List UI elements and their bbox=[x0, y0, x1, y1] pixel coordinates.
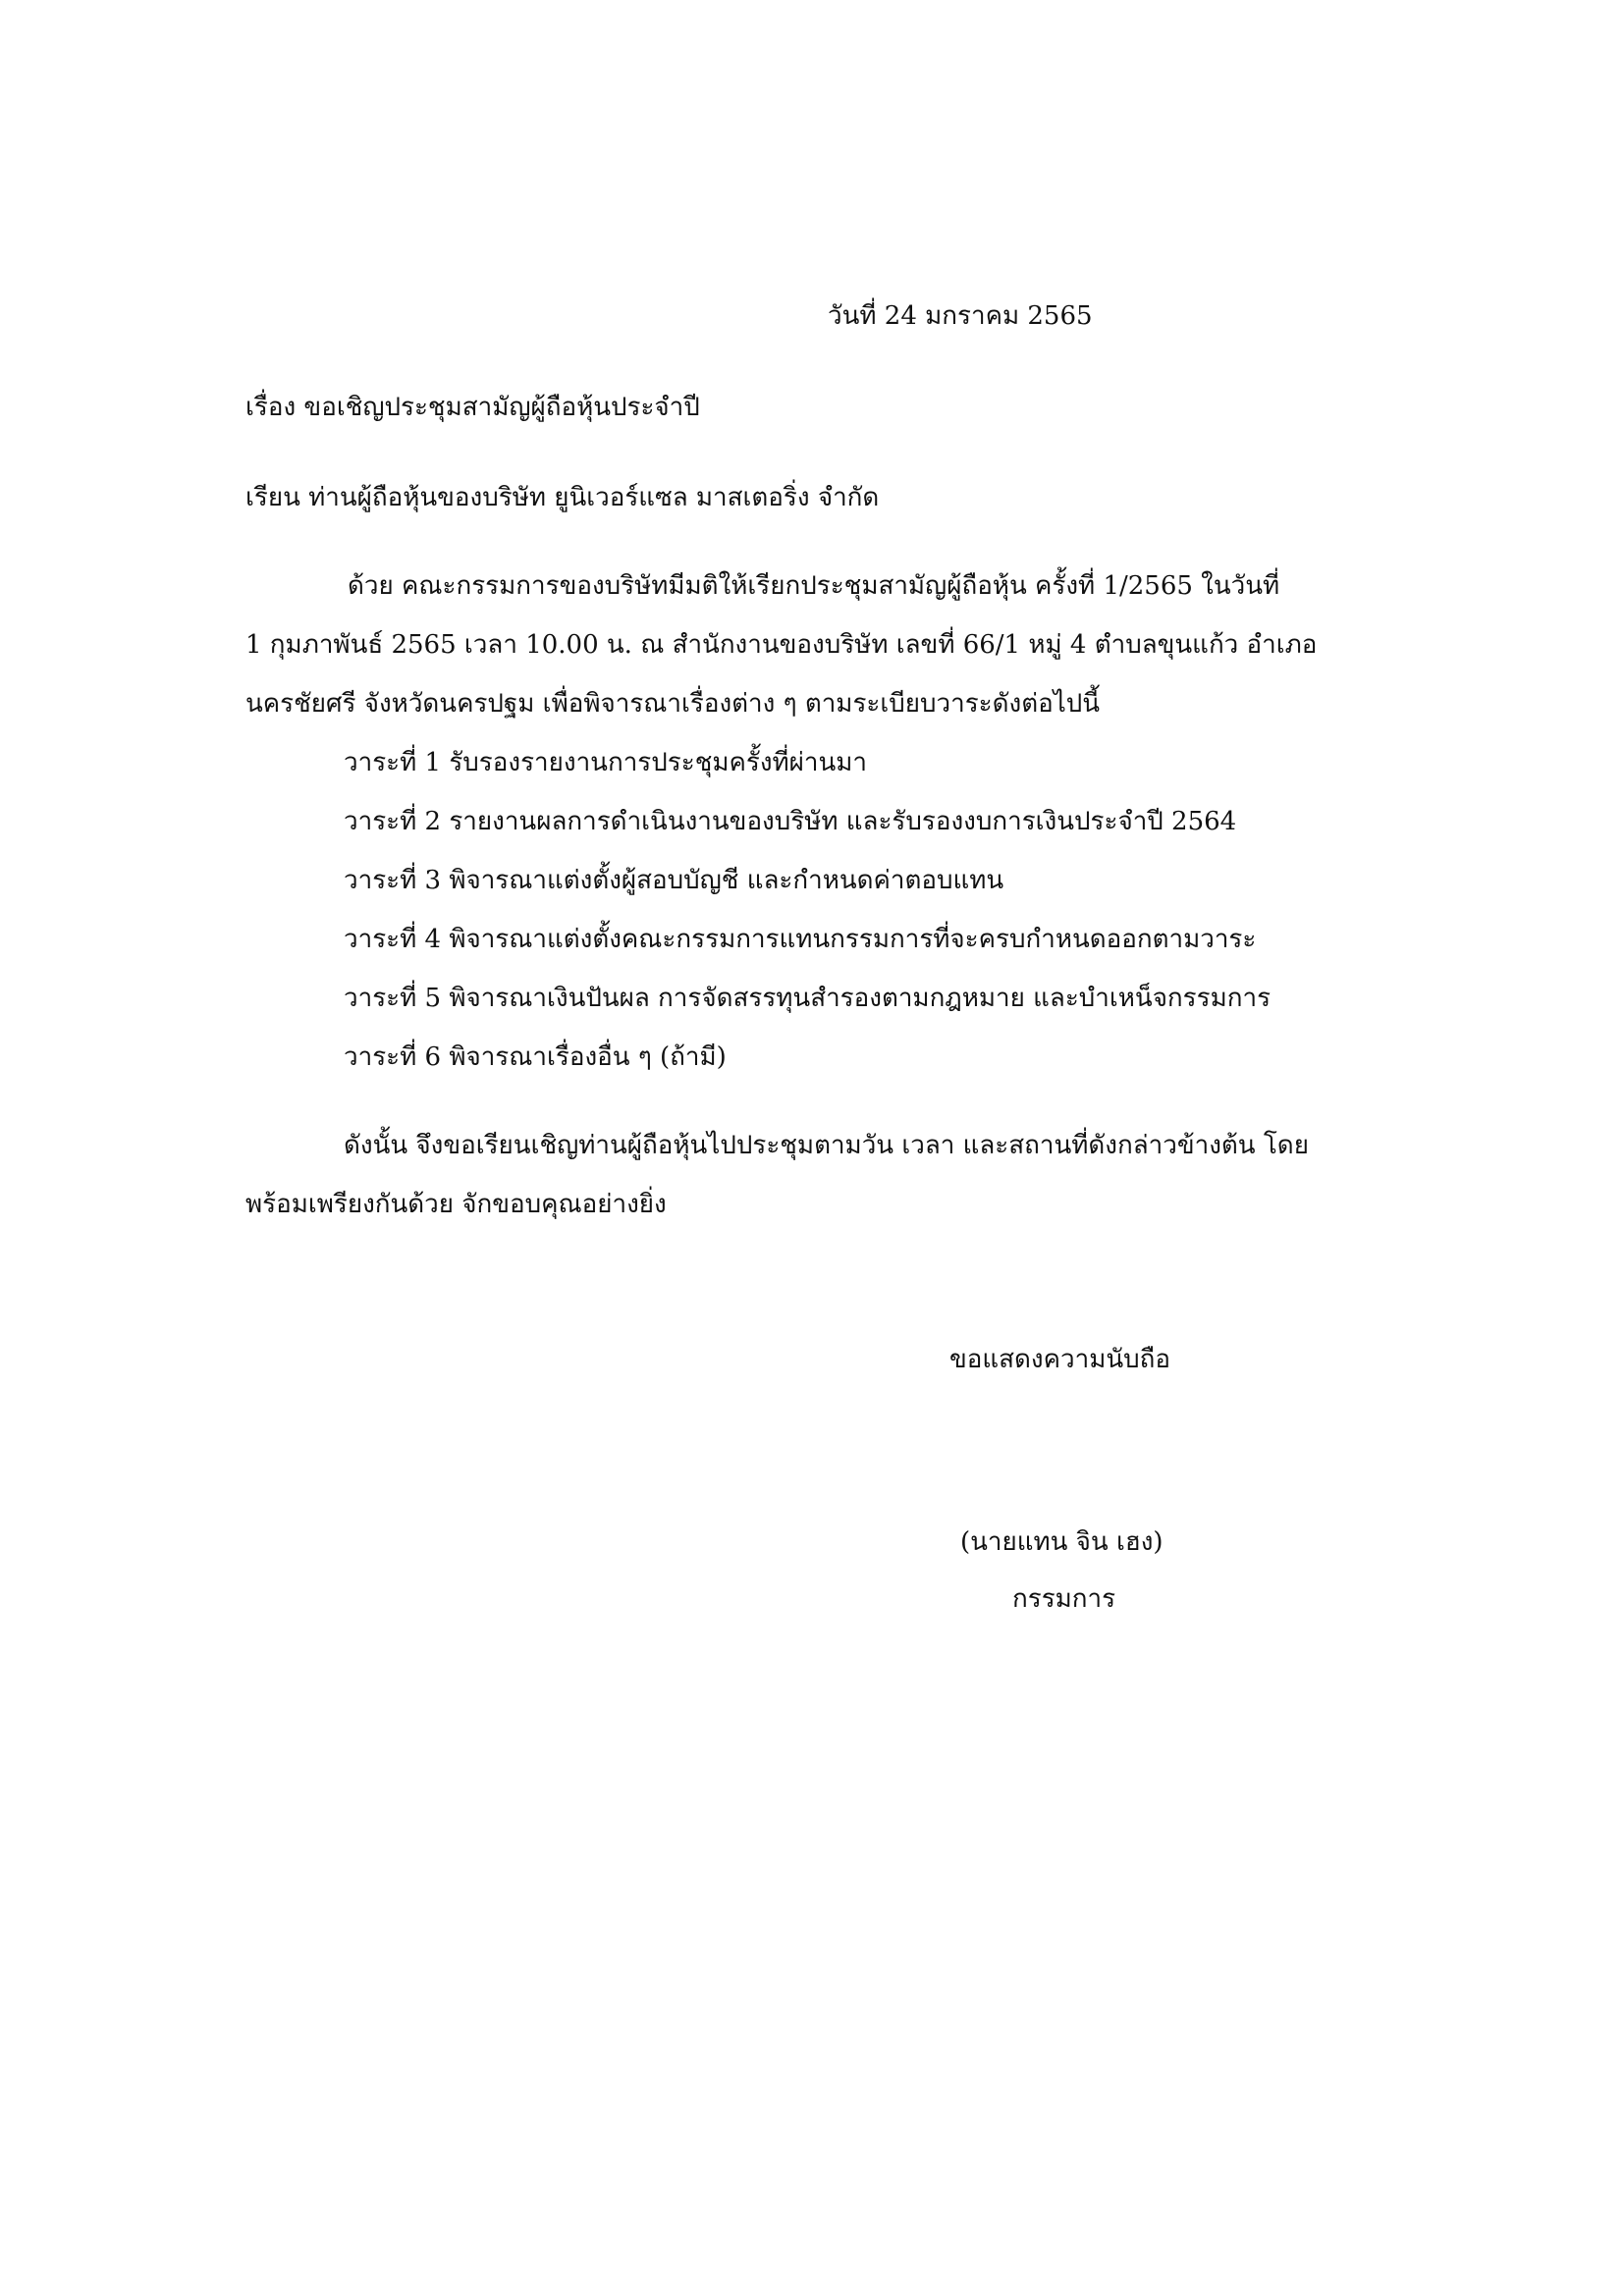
agenda-item: วาระที่ 4 พิจารณาแต่งตั้งคณะกรรมการแทนกรรมการที่จะครบกำหนดออกตามวาระ bbox=[344, 925, 1257, 954]
signer-name: (นายแทน จิน เฮง) bbox=[960, 1527, 1164, 1557]
agenda-item: วาระที่ 2 รายงานผลการดำเนินงานของบริษัท และรับรองงบการเงินประจำปี 2564 bbox=[344, 807, 1237, 836]
letter-date: วันที่ 24 มกราคม 2565 bbox=[828, 301, 1093, 331]
closing-line: พร้อมเพรียงกันด้วย จักขอบคุณอย่างยิ่ง bbox=[245, 1190, 667, 1219]
agenda-item: วาระที่ 1 รับรองรายงานการประชุมครั้งที่ผ่านมา bbox=[344, 748, 868, 777]
body-line: นครชัยศรี จังหวัดนครปฐม เพื่อพิจารณาเรื่องต่าง ๆ ตามระเบียบวาระดังต่อไปนี้ bbox=[245, 689, 1101, 719]
signer-title: กรรมการ bbox=[1012, 1584, 1116, 1614]
letter-salutation: เรียน ท่านผู้ถือหุ้นของบริษัท ยูนิเวอร์แซล มาสเตอริ่ง จำกัด bbox=[245, 483, 880, 512]
agenda-item: วาระที่ 3 พิจารณาแต่งตั้งผู้สอบบัญชี และกำหนดค่าตอบแทน bbox=[344, 866, 1004, 895]
agenda-item: วาระที่ 6 พิจารณาเรื่องอื่น ๆ (ถ้ามี) bbox=[344, 1042, 727, 1072]
letter-subject: เรื่อง ขอเชิญประชุมสามัญผู้ถือหุ้นประจำปี bbox=[245, 393, 700, 422]
body-line: 1 กุมภาพันธ์ 2565 เวลา 10.00 น. ณ สำนักงานของบริษัท เลขที่ 66/1 หมู่ 4 ตำบลขุนแก้ว อำเภอ bbox=[245, 630, 1318, 660]
body-line: ด้วย คณะกรรมการของบริษัทมีมติให้เรียกประชุมสามัญผู้ถือหุ้น ครั้งที่ 1/2565 ในวันที่ bbox=[348, 571, 1280, 601]
closing-line: ดังนั้น จึงขอเรียนเชิญท่านผู้ถือหุ้นไปประชุมตามวัน เวลา และสถานที่ดังกล่าวข้างต้น โดย bbox=[344, 1131, 1309, 1160]
regards-text: ขอแสดงความนับถือ bbox=[949, 1345, 1170, 1374]
agenda-item: วาระที่ 5 พิจารณาเงินปันผล การจัดสรรทุนสำรองตามกฎหมาย และบำเหน็จกรรมการ bbox=[344, 984, 1272, 1013]
